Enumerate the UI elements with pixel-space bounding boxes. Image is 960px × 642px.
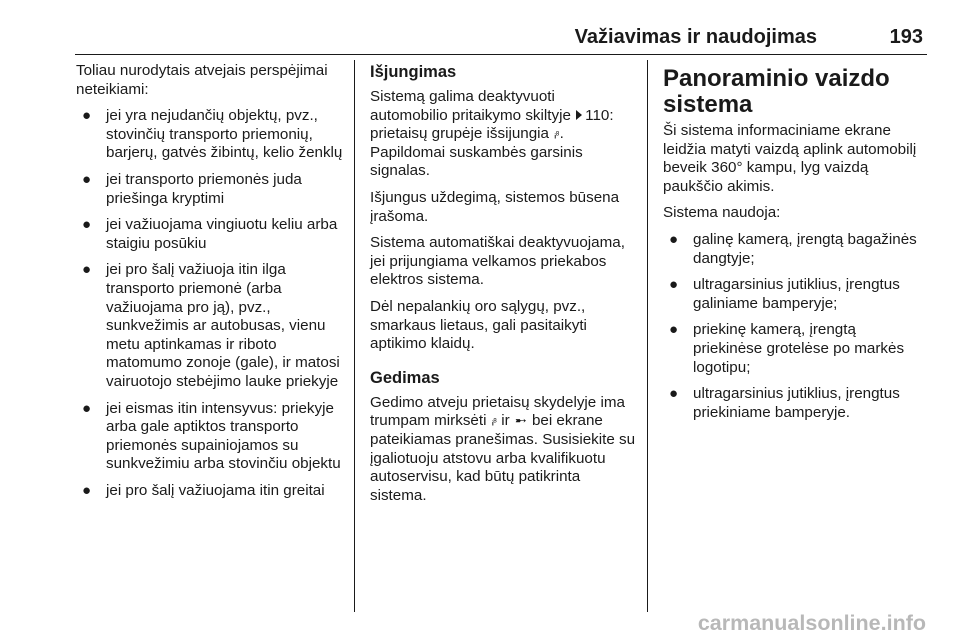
trailer-paragraph: Sistema automatiškai deaktyvuojama, jei prijungiama velkamos priekabos elektros sistema. [370,234,625,289]
page-number: 193 [889,26,923,48]
list-item: ● jei pro šalį važiuojama itin greitai [82,481,325,499]
components-list [663,231,929,422]
no-warning-list [76,107,346,500]
bullet-icon: ● [82,107,92,125]
bullet-icon: ● [669,385,679,403]
bullet-icon: ● [82,399,92,417]
list-item: ● jei pro šalį važiuoja itin ilga transporto priemonė (arba važiuojama pro ją), pvz., sunkvežimis ar autobusas, vienu metu aptinkamas ir riboto matomumo zonoje (gale), ir matosi vairuotojo stebėjimo lauke priekyje [82,261,340,390]
panoramic-intro-paragraph: Ši sistema informaciniame ekrane leidžia matyti vaizdą aplink automobilį beveik 360° kampu, lyg vaizdą paukščio akimis. [663,122,917,195]
bullet-icon: ● [82,481,92,499]
system-uses-paragraph: Sistema naudoja: [663,204,781,222]
heading-deactivation: Išjungimas [370,63,457,81]
side-blind-zone-alert-icon: ᵢᵢ⁸ [554,130,559,142]
column-right [663,62,929,430]
bullet-icon: ● [82,261,92,279]
list-item: ● priekinę kamerą, įrengtą priekinėse grotelėse po markės logotipu; [669,321,905,376]
fault-paragraph: Gedimo atveju prietaisų skydelyje ima trumpam mirksėti ᵢᵢ⁸ ir ➸ bei ekrane pateikiamas pranešimas. Susisiekite su įgaliotuoju atstovu arba kvalifikuotu autoservisu, kad būtų patikrinta sistema. [370,393,636,504]
watermark: carmanualsonline.info [697,611,926,635]
list-item: ● ultragarsinius jutiklius, įrengtus priekiniame bamperyje. [669,385,900,421]
page-reference-arrow-icon [576,110,582,120]
ignition-paragraph: Išjungus uždegimą, sistemos būsena įrašoma. [370,188,620,225]
list-item: ● galinę kamerą, įrengtą bagažinės dangtyje; [669,230,917,267]
column-left [76,62,346,508]
list-item: ● jei yra nejudančių objektų, pvz., stovinčių transporto priemonių, barjerų, gatvės žibintų, kelio ženklų [82,107,343,162]
list-item: ● jei transporto priemonės juda priešinga kryptimi [82,170,302,207]
column-divider-right [647,60,648,612]
heading-fault: Gedimas [370,368,440,387]
deactivation-paragraph: Sistemą galima deaktyvuoti automobilio pritaikymo skiltyje 110: prietaisų grupėje išsijungia ᵢᵢ⁸. Papildomai suskambės garsinis signalas. [370,88,614,180]
column-divider-left [354,60,355,612]
bullet-icon: ● [669,230,679,248]
intro-paragraph: Toliau nurodytais atvejais perspėjimai neteikiami: [76,62,328,98]
section-title: Važiavimas ir naudojimas [574,26,817,48]
list-item: ● jei eismas itin intensyvus: priekyje arba gale aptiktos transporto priemonės supainiojamos su sunkvežimiu arba stovinčiu objektu [82,399,341,473]
list-item: ● jei važiuojama vingiuotu keliu arba staigiu posūkiu [82,216,338,252]
side-blind-zone-alert-icon: ᵢᵢ⁸ [491,417,497,429]
page-header [75,24,927,55]
bullet-icon: ● [82,216,92,234]
heading-panoramic-view: Panoraminio vaizdo sistema [663,65,890,118]
list-item: ● ultragarsinius jutiklius, įrengtus galiniame bamperyje; [669,276,900,312]
service-vehicle-icon: ➸ [514,412,527,429]
bullet-icon: ● [669,321,679,339]
page-reference-link[interactable]: 110: [585,106,614,124]
weather-paragraph: Dėl nepalankių oro sąlygų, pvz., smarkaus lietaus, gali pasitaikyti aptikimo klaidų. [370,297,587,353]
bullet-icon: ● [82,170,92,188]
column-middle [370,62,636,513]
bullet-icon: ● [669,276,679,294]
